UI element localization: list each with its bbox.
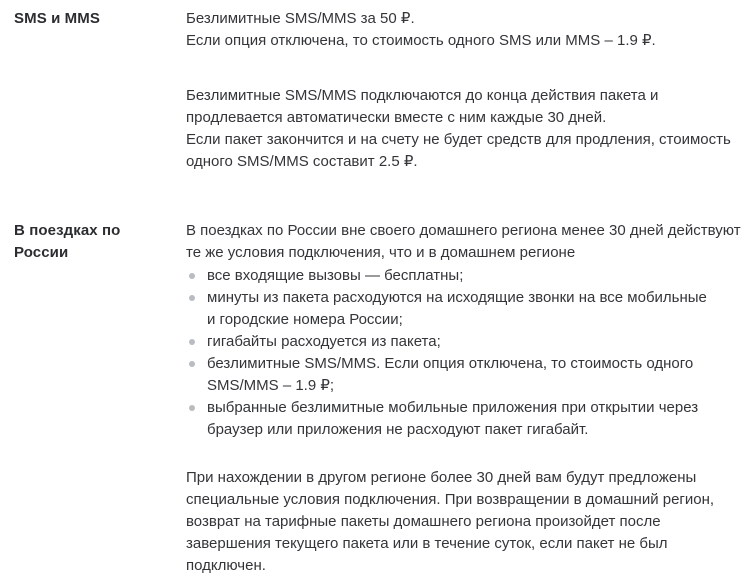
bullet-icon [189, 361, 195, 367]
text-line: завершения текущего пакета или в течение суток, если пакет не был [186, 535, 668, 552]
text-line: специальные условия подключения. При возвращении в домашний регион, [186, 491, 715, 508]
text-line: Если пакет закончится и на счету не будет средств для продления, стоимость [186, 131, 731, 148]
bullet-icon [189, 339, 195, 345]
list-item-text [207, 265, 741, 287]
paragraph [186, 220, 741, 264]
text-line: возврат на тарифные пакеты домашнего региона произойдет после [186, 513, 661, 530]
text-line: минуты из пакета расходуются на исходящие звонки на все мобильные [207, 289, 707, 306]
section-content-sms-mms [186, 8, 741, 173]
list-item-text [207, 287, 741, 331]
list-item-text [207, 331, 741, 353]
list-item [186, 353, 741, 397]
list-item [186, 331, 741, 353]
bullet-list [186, 265, 741, 441]
text-line: все входящие вызовы — бесплатны; [207, 267, 464, 284]
paragraph [186, 467, 741, 577]
text-line: одного SMS/MMS составит 2.5 ₽. [186, 153, 418, 170]
bullet-icon [189, 273, 195, 279]
paragraph [186, 8, 741, 52]
list-item-text [207, 353, 741, 397]
text-line: гигабайты расходуется из пакета; [207, 333, 441, 350]
section-content-travel-russia [186, 220, 741, 577]
bullet-icon [189, 295, 195, 301]
bullet-icon [189, 405, 195, 411]
section-travel-russia [14, 220, 741, 577]
list-item [186, 287, 741, 331]
text-line: Безлимитные SMS/MMS подключаются до конца действия пакета и [186, 87, 659, 104]
text-line: В поездках по России вне своего домашнего региона менее 30 дней действуют [186, 222, 741, 239]
text-line: подключен. [186, 557, 266, 574]
text-line: безлимитные SMS/MMS. Если опция отключена, то стоимость одного [207, 355, 694, 372]
text-line: Если опция отключена, то стоимость одного SMS или MMS – 1.9 ₽. [186, 32, 656, 49]
paragraph [186, 85, 741, 173]
list-item [186, 265, 741, 287]
list-item-text [207, 397, 741, 441]
text-line: выбранные безлимитные мобильные приложения при открытии через [207, 399, 699, 416]
section-label-sms-mms: SMS и MMS [14, 10, 100, 27]
text-line: Безлимитные SMS/MMS за 50 ₽. [186, 10, 415, 27]
text-line: При нахождении в другом регионе более 30 дней вам будут предложены [186, 469, 697, 486]
text-line: и городские номера России; [207, 311, 403, 328]
text-line: SMS/MMS – 1.9 ₽; [207, 377, 335, 394]
text-line: продлевается автоматически вместе с ним каждые 30 дней. [186, 109, 607, 126]
text-line: те же условия подключения, что и в домашнем регионе [186, 244, 576, 261]
text-line: браузер или приложения не расходуют пакет гигабайт. [207, 421, 589, 438]
section-sms-mms [14, 8, 741, 173]
section-label-travel-russia: В поездках по России [14, 222, 121, 261]
list-item [186, 397, 741, 441]
